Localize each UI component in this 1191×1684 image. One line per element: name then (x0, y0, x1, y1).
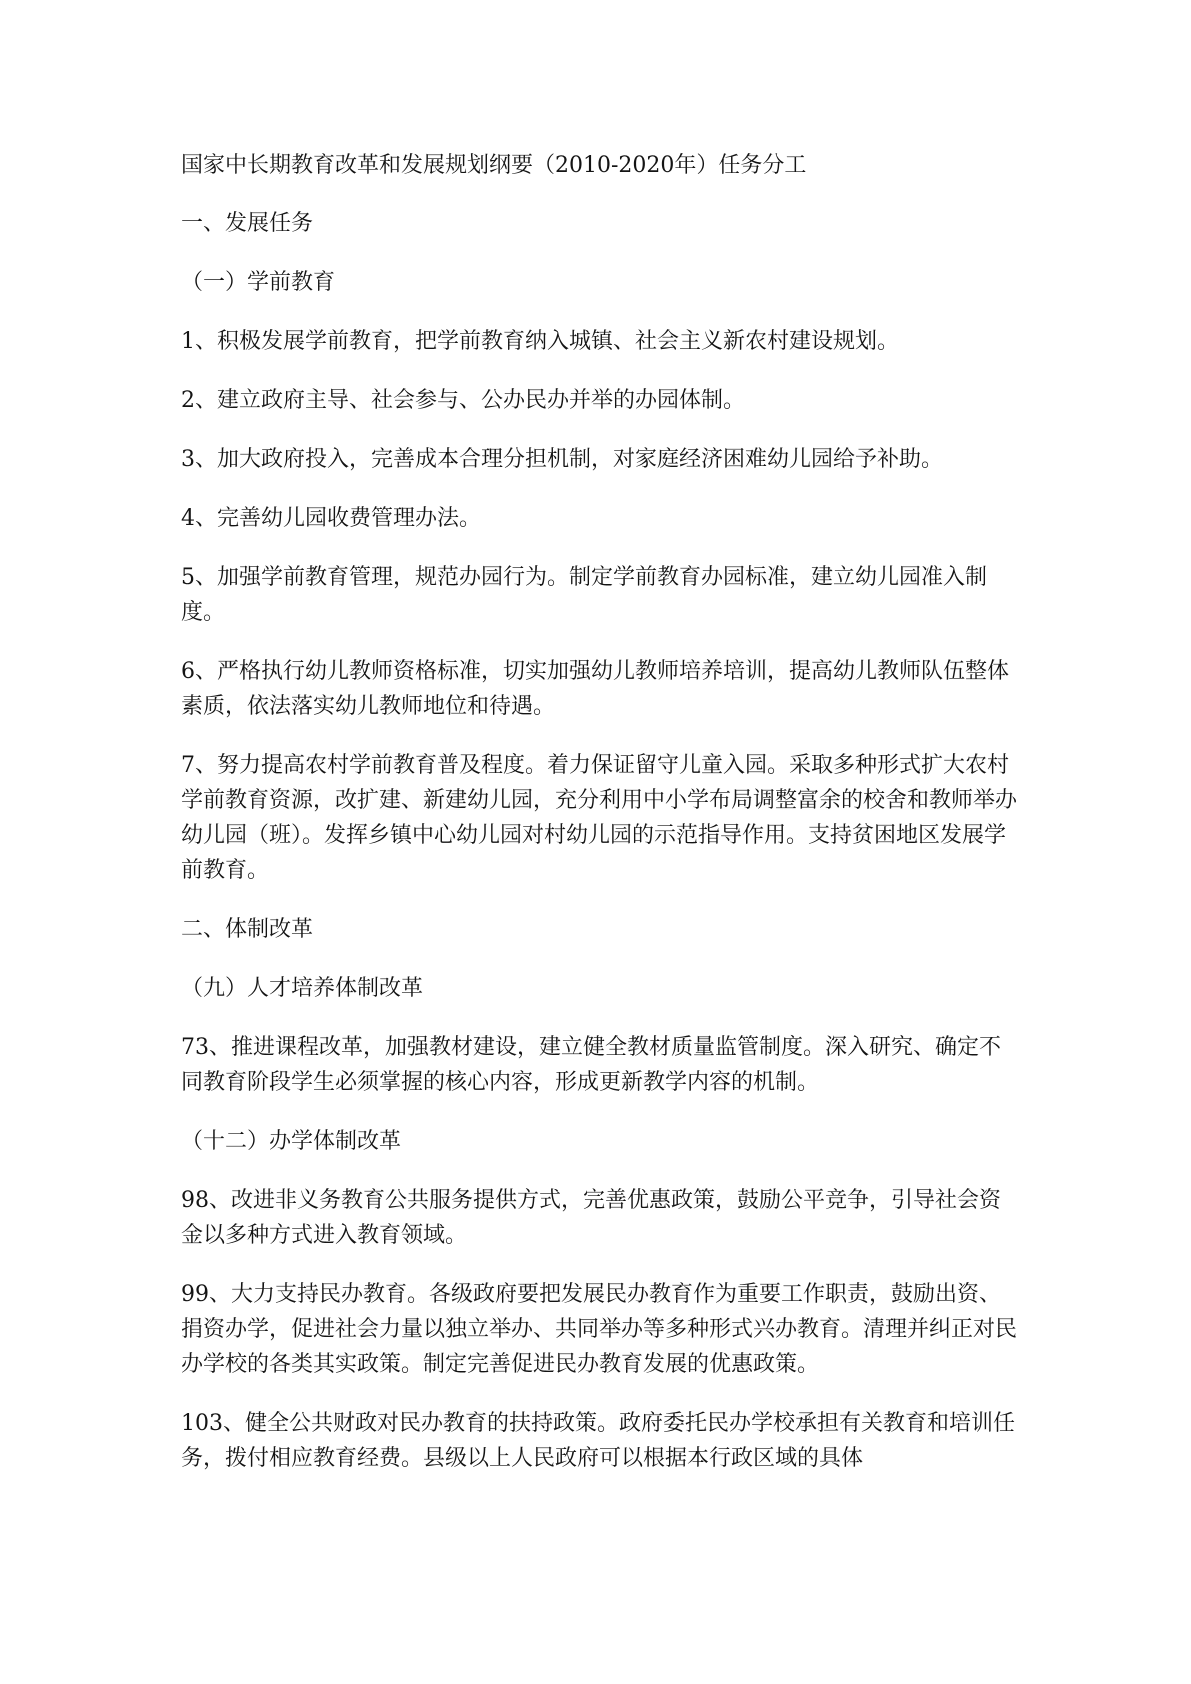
document-title: 国家中长期教育改革和发展规划纲要（2010-2020年）任务分工 (181, 153, 807, 178)
paragraph-item-1: 1、积极发展学前教育，把学前教育纳入城镇、社会主义新农村建设规划。 (181, 329, 899, 354)
subsection-heading-talent-training: （九）人才培养体制改革 (181, 976, 424, 1001)
section-heading-development-tasks: 一、发展任务 (181, 211, 314, 236)
paragraph-item-4: 4、完善幼儿园收费管理办法。 (181, 506, 481, 531)
paragraph-item-7: 7、努力提高农村学前教育普及程度。着力保证留守儿童入园。采取多种形式扩大农村学前教育资源，改扩建、新建幼儿园，充分利用中小学布局调整富余的校舍和教师举办幼儿园（班）。发挥乡镇中心幼儿园对村幼儿园的示范指导作用。支持贫困地区发展学前教育。 (181, 753, 1018, 883)
paragraph-item-2: 2、建立政府主导、社会参与、公办民办并举的办园体制。 (181, 388, 745, 413)
paragraph-item-99: 99、大力支持民办教育。各级政府要把发展民办教育作为重要工作职责，鼓励出资、捐资办学，促进社会力量以独立举办、共同举办等多种形式兴办教育。清理并纠正对民办学校的各类其实政策。制定完善促进民办教育发展的优惠政策。 (181, 1282, 1018, 1377)
section-heading-system-reform: 二、体制改革 (181, 917, 314, 942)
paragraph-item-73: 73、推进课程改革，加强教材建设，建立健全教材质量监管制度。深入研究、确定不同教育阶段学生必须掌握的核心内容，形成更新教学内容的机制。 (181, 1035, 1001, 1095)
paragraph-item-6: 6、严格执行幼儿教师资格标准，切实加强幼儿教师培养培训，提高幼儿教师队伍整体素质，依法落实幼儿教师地位和待遇。 (181, 659, 1009, 719)
subsection-heading-school-running: （十二）办学体制改革 (181, 1129, 402, 1154)
document-body (181, 148, 1021, 1500)
subsection-heading-preschool: （一）学前教育 (181, 270, 336, 295)
paragraph-item-98: 98、改进非义务教育公共服务提供方式，完善优惠政策，鼓励公平竞争，引导社会资金以多种方式进入教育领域。 (181, 1188, 1001, 1248)
paragraph-item-103: 103、健全公共财政对民办教育的扶持政策。政府委托民办学校承担有关教育和培训任务，拨付相应教育经费。县级以上人民政府可以根据本行政区域的具体 (181, 1411, 1015, 1471)
paragraph-item-3: 3、加大政府投入，完善成本合理分担机制，对家庭经济困难幼儿园给予补助。 (181, 447, 943, 472)
paragraph-item-5: 5、加强学前教育管理，规范办园行为。制定学前教育办园标准，建立幼儿园准入制度。 (181, 565, 987, 625)
